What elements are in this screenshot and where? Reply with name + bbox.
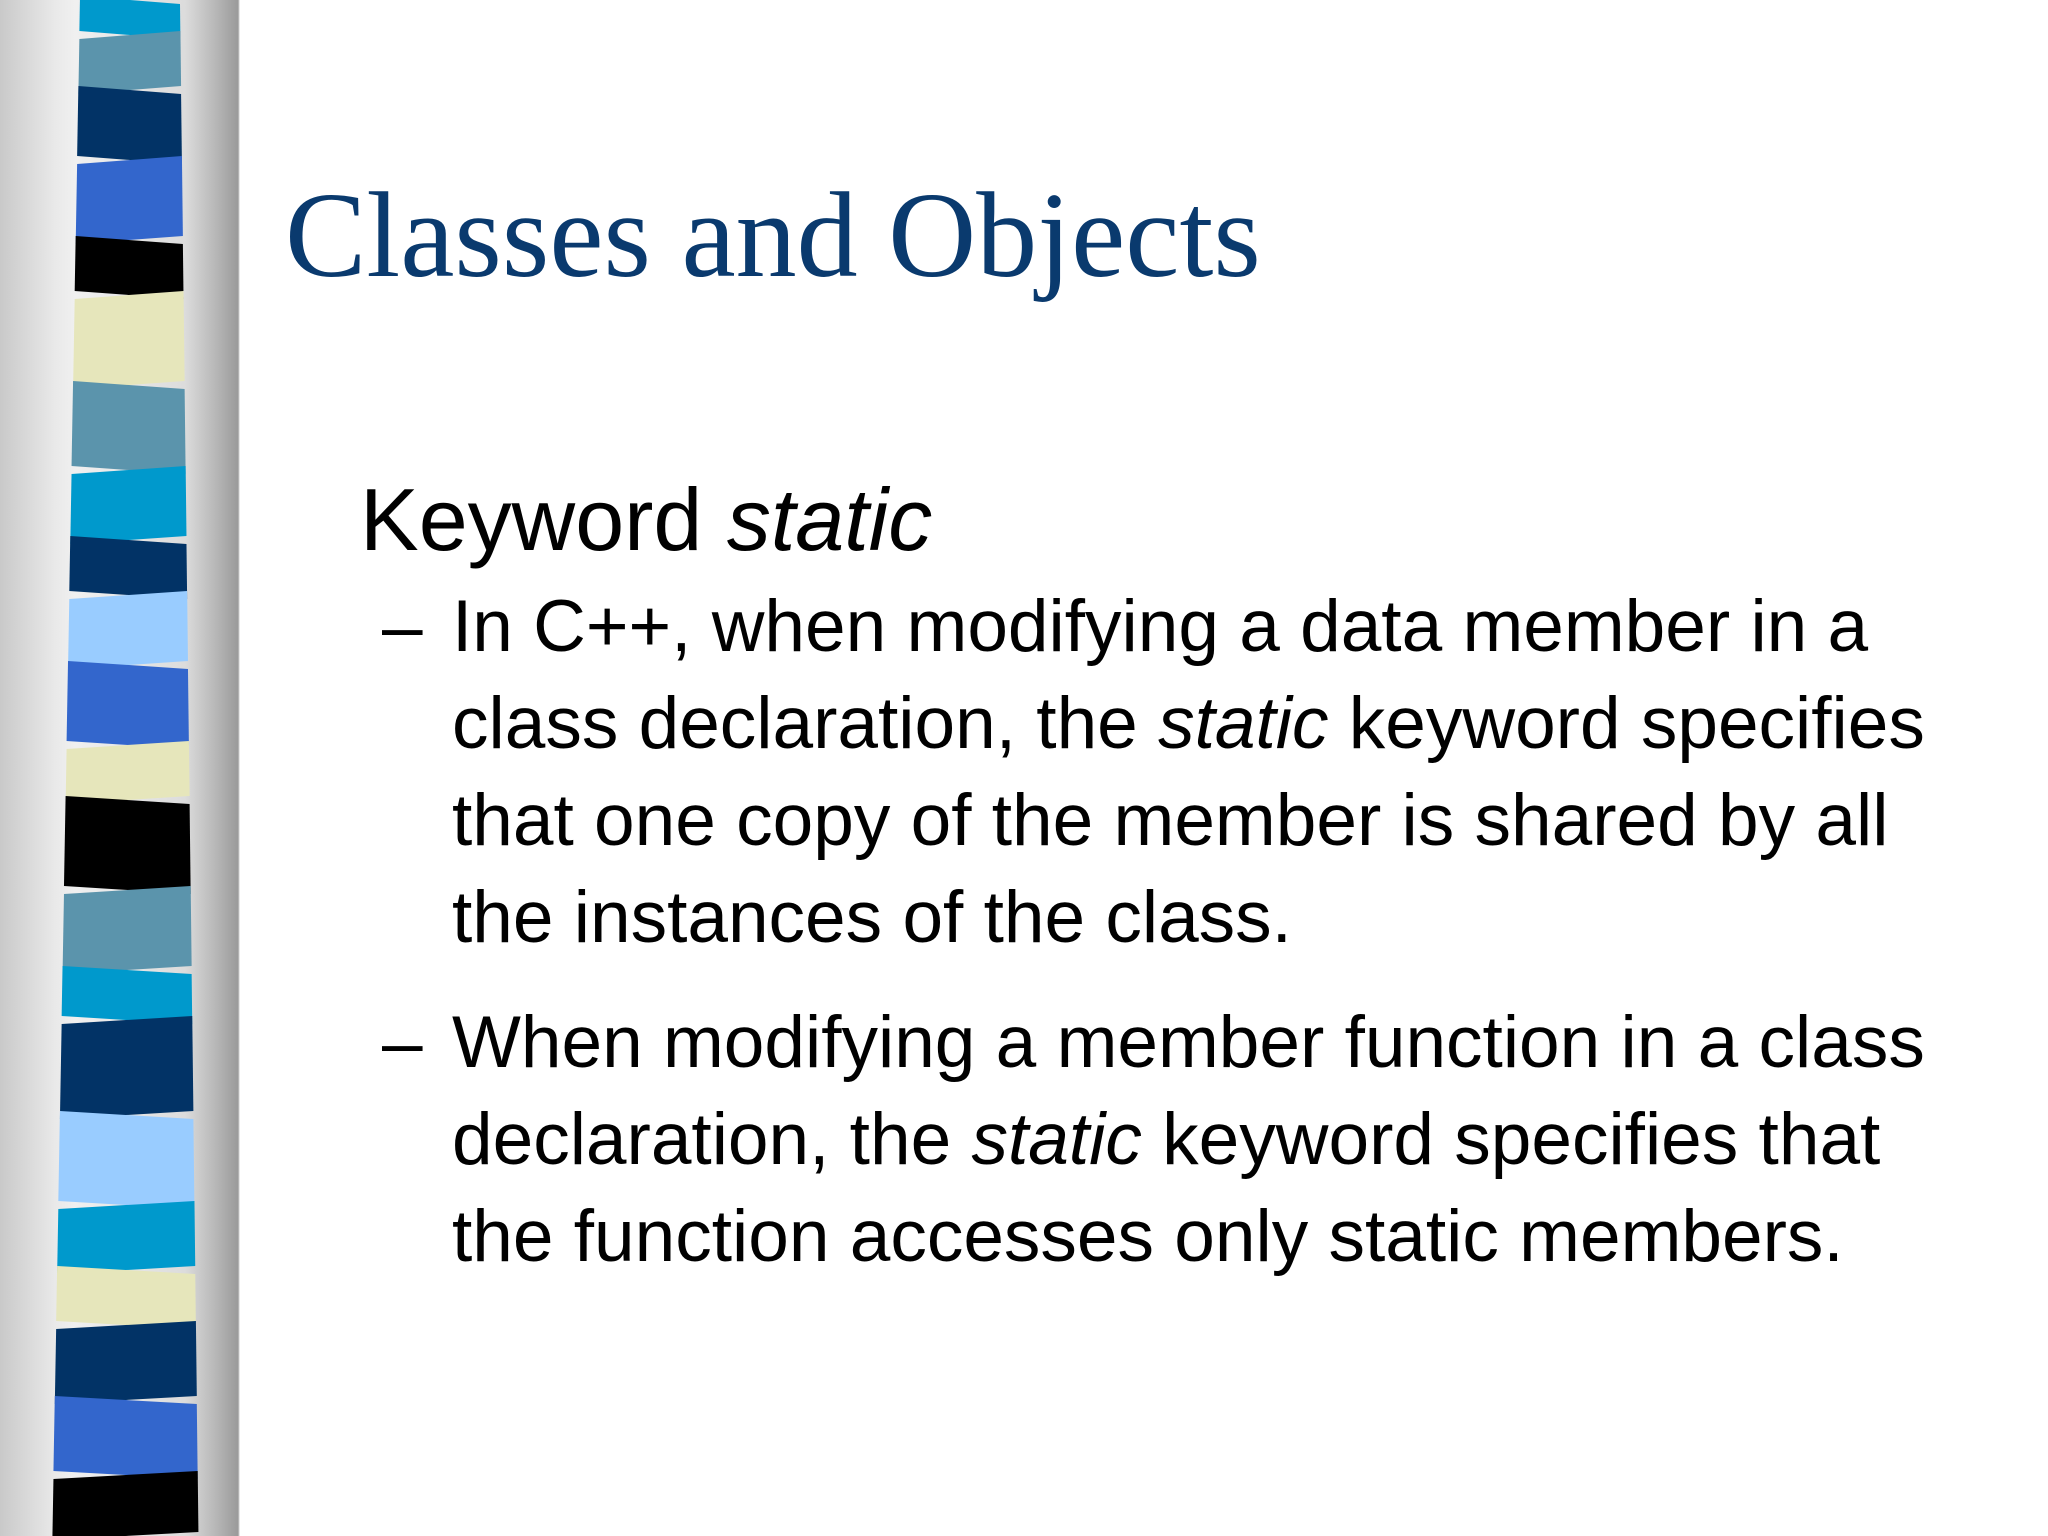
heading-text: Keyword [360, 470, 703, 569]
stripe-segment [70, 466, 186, 544]
heading-italic: static [726, 470, 933, 569]
stripe-segment [72, 381, 186, 474]
stripe-segment [64, 796, 191, 894]
dash-marker: – [382, 1002, 423, 1083]
bullet-text-italic: static [1158, 683, 1329, 764]
stripe-segment [56, 1266, 196, 1329]
stripe-segment [67, 661, 189, 749]
stripe-bar-decoration [0, 0, 240, 1536]
stripe-segment [78, 31, 181, 94]
stripe-segment [63, 886, 192, 974]
dash-marker: – [382, 586, 423, 667]
stripe-segment [62, 966, 193, 1024]
stripe-segment [69, 536, 187, 599]
bullet-text-after: keyword specifies that the function accesses only static members. [452, 1099, 1881, 1277]
stripe-segment [77, 86, 182, 164]
stripe-segment [53, 1396, 197, 1479]
stripe-segment [73, 291, 185, 389]
bullet-text-before: When modifying a member function in a class declaration, the [452, 1002, 1925, 1180]
stripe-segment [66, 741, 190, 804]
stripe-segment [68, 591, 188, 669]
stripe-segment [57, 1201, 195, 1274]
stripe-segment [58, 1111, 194, 1209]
slide-body [360, 470, 1980, 1313]
stripe-segment [60, 1016, 193, 1119]
bullet-item [360, 994, 1980, 1285]
bullet-text-before: In C++, when modifying a data member in a class declaration, the [452, 586, 1869, 764]
stripe-segment [76, 156, 183, 244]
stripe-segment [55, 1321, 197, 1404]
bullet-text-after: keyword specifies that one copy of the member is shared by all the instances of the class. [452, 683, 1925, 958]
stripe-segment [52, 1471, 198, 1536]
stripe-segment [75, 236, 184, 299]
heading-keyword-static [360, 470, 1980, 570]
slide-title: Classes and Objects [285, 168, 1261, 303]
bullet-text-italic: static [971, 1099, 1142, 1180]
bullet-item [360, 578, 1980, 966]
